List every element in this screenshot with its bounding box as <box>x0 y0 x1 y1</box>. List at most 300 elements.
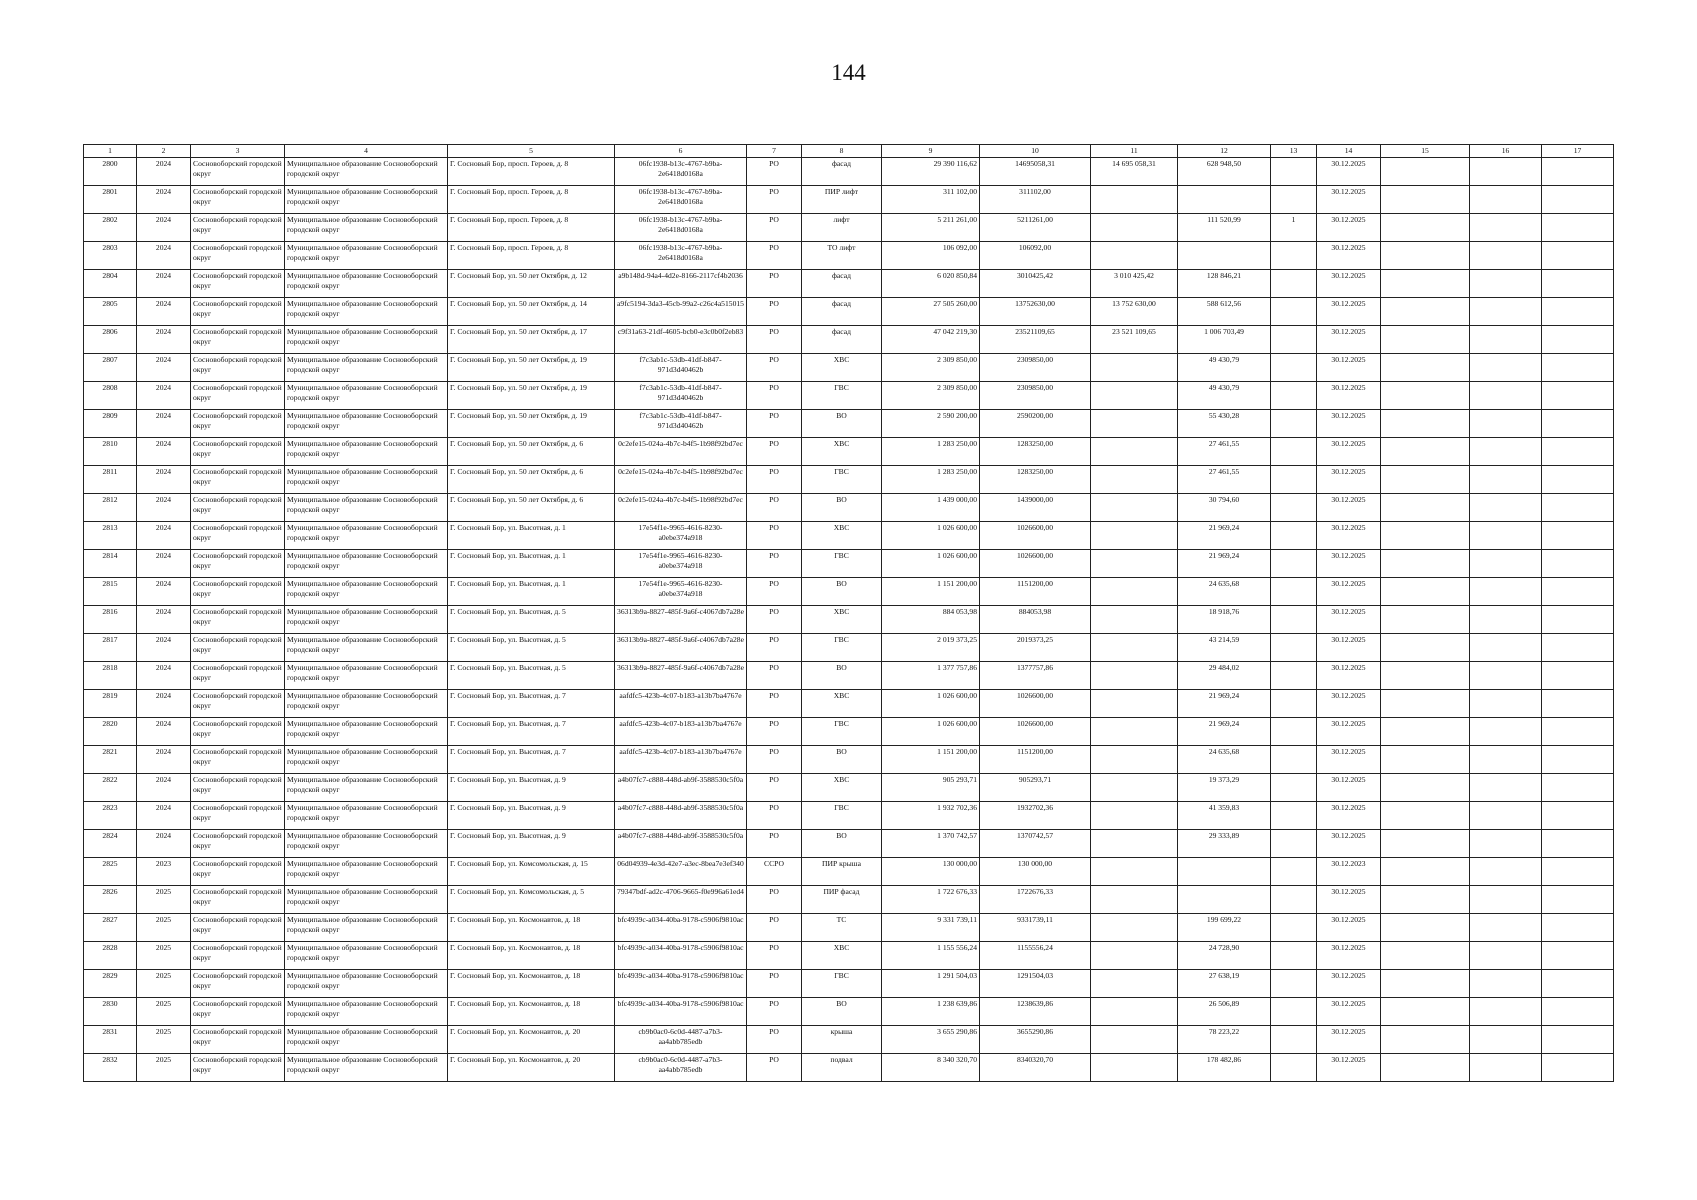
cell-cost-col-10: 1283250,00 <box>980 438 1091 466</box>
cell-col-17 <box>1542 690 1614 718</box>
column-header-5: 5 <box>448 145 615 158</box>
cell-col-13 <box>1271 438 1317 466</box>
cell-work-type: ПИР лифт <box>802 186 882 214</box>
cell-col-13 <box>1271 382 1317 410</box>
cell-district: Сосновоборский городской округ <box>191 914 285 942</box>
cell-cost-col-11 <box>1091 830 1178 858</box>
cell-municipality: Муниципальное образование Сосновоборский городской округ <box>285 354 448 382</box>
table-row <box>84 662 1614 690</box>
cell-year: 2025 <box>137 942 191 970</box>
cell-deadline: 30.12.2025 <box>1317 774 1381 802</box>
cell-total-cost: 1 151 200,00 <box>882 578 980 606</box>
cell-col-13 <box>1271 802 1317 830</box>
cell-col-17 <box>1542 214 1614 242</box>
cell-cost-col-11 <box>1091 214 1178 242</box>
cell-year: 2024 <box>137 354 191 382</box>
cell-cost-col-12 <box>1178 886 1271 914</box>
cell-col-13 <box>1271 522 1317 550</box>
cell-col-16 <box>1470 410 1542 438</box>
cell-total-cost: 905 293,71 <box>882 774 980 802</box>
cell-address: Г. Сосновый Бор, просп. Героев, д. 8 <box>448 214 615 242</box>
cell-house-guid: 06d04939-4e3d-42e7-a3ec-8bea7e3ef340 <box>615 858 747 886</box>
cell-col-13 <box>1271 606 1317 634</box>
cell-total-cost: 1 026 600,00 <box>882 690 980 718</box>
header-row <box>84 145 1614 158</box>
column-header-13: 13 <box>1271 145 1317 158</box>
cell-col-17 <box>1542 886 1614 914</box>
cell-cost-col-11 <box>1091 914 1178 942</box>
cell-col-15 <box>1381 270 1470 298</box>
cell-cost-col-10: 2309850,00 <box>980 382 1091 410</box>
cell-municipality: Муниципальное образование Сосновоборский городской округ <box>285 578 448 606</box>
cell-cost-col-12: 27 461,55 <box>1178 438 1271 466</box>
cell-cost-col-12: 26 506,89 <box>1178 998 1271 1026</box>
cell-program-type: РО <box>747 1026 802 1054</box>
cell-row-number: 2812 <box>84 494 137 522</box>
cell-cost-col-12: 128 846,21 <box>1178 270 1271 298</box>
cell-col-16 <box>1470 242 1542 270</box>
cell-total-cost: 1 439 000,00 <box>882 494 980 522</box>
cell-row-number: 2803 <box>84 242 137 270</box>
cell-col-16 <box>1470 886 1542 914</box>
column-header-3: 3 <box>191 145 285 158</box>
cell-col-13 <box>1271 718 1317 746</box>
table-row <box>84 802 1614 830</box>
cell-year: 2024 <box>137 690 191 718</box>
cell-cost-col-11 <box>1091 746 1178 774</box>
cell-cost-col-10: 1155556,24 <box>980 942 1091 970</box>
cell-col-15 <box>1381 970 1470 998</box>
cell-col-16 <box>1470 578 1542 606</box>
cell-year: 2025 <box>137 970 191 998</box>
cell-cost-col-11 <box>1091 634 1178 662</box>
cell-address: Г. Сосновый Бор, ул. Высотная, д. 9 <box>448 774 615 802</box>
cell-row-number: 2828 <box>84 942 137 970</box>
cell-work-type: фасад <box>802 326 882 354</box>
cell-row-number: 2801 <box>84 186 137 214</box>
cell-row-number: 2832 <box>84 1054 137 1082</box>
table-row <box>84 1026 1614 1054</box>
cell-total-cost: 1 283 250,00 <box>882 438 980 466</box>
cell-col-13 <box>1271 270 1317 298</box>
cell-work-type: ПИР крыша <box>802 858 882 886</box>
cell-row-number: 2810 <box>84 438 137 466</box>
cell-col-16 <box>1470 662 1542 690</box>
cell-district: Сосновоборский городской округ <box>191 1054 285 1082</box>
cell-deadline: 30.12.2025 <box>1317 382 1381 410</box>
cell-col-17 <box>1542 354 1614 382</box>
cell-address: Г. Сосновый Бор, просп. Героев, д. 8 <box>448 158 615 186</box>
table-row <box>84 886 1614 914</box>
table-row <box>84 438 1614 466</box>
cell-municipality: Муниципальное образование Сосновоборский городской округ <box>285 886 448 914</box>
table-row <box>84 550 1614 578</box>
cell-col-15 <box>1381 998 1470 1026</box>
cell-year: 2024 <box>137 214 191 242</box>
cell-total-cost: 2 309 850,00 <box>882 382 980 410</box>
cell-cost-col-11 <box>1091 858 1178 886</box>
cell-row-number: 2802 <box>84 214 137 242</box>
cell-cost-col-12: 1 006 703,49 <box>1178 326 1271 354</box>
cell-total-cost: 884 053,98 <box>882 606 980 634</box>
cell-work-type: ХВС <box>802 354 882 382</box>
cell-cost-col-10: 1026600,00 <box>980 550 1091 578</box>
cell-col-15 <box>1381 886 1470 914</box>
cell-municipality: Муниципальное образование Сосновоборский городской округ <box>285 298 448 326</box>
cell-row-number: 2817 <box>84 634 137 662</box>
cell-municipality: Муниципальное образование Сосновоборский городской округ <box>285 466 448 494</box>
cell-cost-col-11 <box>1091 1026 1178 1054</box>
cell-total-cost: 1 722 676,33 <box>882 886 980 914</box>
cell-municipality: Муниципальное образование Сосновоборский городской округ <box>285 774 448 802</box>
cell-house-guid: f7c3ab1c-53db-41df-b847-971d3d40462b <box>615 410 747 438</box>
cell-cost-col-10: 1291504,03 <box>980 970 1091 998</box>
table-row <box>84 1054 1614 1082</box>
cell-house-guid: bfc4939c-a034-40ba-9178-c5906f9810ac <box>615 914 747 942</box>
cell-deadline: 30.12.2025 <box>1317 354 1381 382</box>
cell-municipality: Муниципальное образование Сосновоборский городской округ <box>285 830 448 858</box>
cell-deadline: 30.12.2025 <box>1317 186 1381 214</box>
cell-district: Сосновоборский городской округ <box>191 410 285 438</box>
cell-deadline: 30.12.2025 <box>1317 830 1381 858</box>
cell-col-17 <box>1542 158 1614 186</box>
cell-address: Г. Сосновый Бор, ул. Высотная, д. 9 <box>448 802 615 830</box>
table-row <box>84 774 1614 802</box>
cell-year: 2024 <box>137 718 191 746</box>
cell-district: Сосновоборский городской округ <box>191 746 285 774</box>
column-header-6: 6 <box>615 145 747 158</box>
cell-house-guid: 0c2efe15-024a-4b7c-b4f5-1b98f92bd7ec <box>615 494 747 522</box>
table-row <box>84 858 1614 886</box>
cell-cost-col-10: 1932702,36 <box>980 802 1091 830</box>
cell-house-guid: 06fc1938-b13c-4767-b9ba-2e6418d0168a <box>615 158 747 186</box>
cell-work-type: фасад <box>802 298 882 326</box>
cell-row-number: 2800 <box>84 158 137 186</box>
cell-total-cost: 8 340 320,70 <box>882 1054 980 1082</box>
cell-row-number: 2814 <box>84 550 137 578</box>
cell-col-17 <box>1542 522 1614 550</box>
cell-cost-col-10: 2590200,00 <box>980 410 1091 438</box>
cell-col-17 <box>1542 662 1614 690</box>
cell-work-type: лифт <box>802 214 882 242</box>
cell-cost-col-10: 1151200,00 <box>980 578 1091 606</box>
cell-cost-col-11 <box>1091 186 1178 214</box>
cell-cost-col-10: 905293,71 <box>980 774 1091 802</box>
cell-municipality: Муниципальное образование Сосновоборский городской округ <box>285 606 448 634</box>
cell-col-16 <box>1470 858 1542 886</box>
cell-cost-col-10: 311102,00 <box>980 186 1091 214</box>
cell-address: Г. Сосновый Бор, ул. 50 лет Октября, д. 14 <box>448 298 615 326</box>
cell-address: Г. Сосновый Бор, ул. Высотная, д. 1 <box>448 550 615 578</box>
column-header-8: 8 <box>802 145 882 158</box>
cell-cost-col-12: 628 948,50 <box>1178 158 1271 186</box>
cell-total-cost: 5 211 261,00 <box>882 214 980 242</box>
column-header-17: 17 <box>1542 145 1614 158</box>
cell-col-13 <box>1271 830 1317 858</box>
table-row <box>84 970 1614 998</box>
cell-district: Сосновоборский городской округ <box>191 1026 285 1054</box>
cell-col-17 <box>1542 1054 1614 1082</box>
cell-district: Сосновоборский городской округ <box>191 158 285 186</box>
cell-cost-col-10: 3010425,42 <box>980 270 1091 298</box>
cell-house-guid: 06fc1938-b13c-4767-b9ba-2e6418d0168a <box>615 214 747 242</box>
cell-deadline: 30.12.2025 <box>1317 1054 1381 1082</box>
cell-row-number: 2830 <box>84 998 137 1026</box>
cell-address: Г. Сосновый Бор, ул. Космонавтов, д. 18 <box>448 998 615 1026</box>
column-header-11: 11 <box>1091 145 1178 158</box>
cell-deadline: 30.12.2025 <box>1317 270 1381 298</box>
cell-municipality: Муниципальное образование Сосновоборский городской округ <box>285 522 448 550</box>
cell-municipality: Муниципальное образование Сосновоборский городской округ <box>285 1054 448 1082</box>
cell-house-guid: a4b07fc7-c888-448d-ab9f-3588530c5f0a <box>615 802 747 830</box>
cell-cost-col-11: 13 752 630,00 <box>1091 298 1178 326</box>
cell-house-guid: c9f31a63-21df-4605-bcb0-e3c0b0f2eb83 <box>615 326 747 354</box>
cell-cost-col-11 <box>1091 886 1178 914</box>
cell-col-13 <box>1271 410 1317 438</box>
cell-house-guid: cb9b0ac0-6c0d-4487-a7b3-aa4abb785edb <box>615 1054 747 1082</box>
cell-col-13 <box>1271 186 1317 214</box>
cell-work-type: ГВС <box>802 802 882 830</box>
cell-row-number: 2818 <box>84 662 137 690</box>
cell-row-number: 2811 <box>84 466 137 494</box>
cell-program-type: РО <box>747 438 802 466</box>
cell-cost-col-12: 78 223,22 <box>1178 1026 1271 1054</box>
cell-total-cost: 1 283 250,00 <box>882 466 980 494</box>
cell-total-cost: 29 390 116,62 <box>882 158 980 186</box>
cell-cost-col-12: 41 359,83 <box>1178 802 1271 830</box>
cell-house-guid: 06fc1938-b13c-4767-b9ba-2e6418d0168a <box>615 186 747 214</box>
cell-program-type: РО <box>747 942 802 970</box>
cell-program-type: РО <box>747 886 802 914</box>
cell-col-17 <box>1542 242 1614 270</box>
cell-year: 2024 <box>137 550 191 578</box>
table-row <box>84 410 1614 438</box>
cell-program-type: ССРО <box>747 858 802 886</box>
cell-district: Сосновоборский городской округ <box>191 578 285 606</box>
cell-col-15 <box>1381 690 1470 718</box>
cell-col-16 <box>1470 326 1542 354</box>
cell-cost-col-10: 8340320,70 <box>980 1054 1091 1082</box>
cell-program-type: РО <box>747 774 802 802</box>
cell-deadline: 30.12.2025 <box>1317 970 1381 998</box>
cell-row-number: 2831 <box>84 1026 137 1054</box>
cell-district: Сосновоборский городской округ <box>191 830 285 858</box>
column-header-2: 2 <box>137 145 191 158</box>
cell-house-guid: cb9b0ac0-6c0d-4487-a7b3-aa4abb785edb <box>615 1026 747 1054</box>
cell-municipality: Муниципальное образование Сосновоборский городской округ <box>285 802 448 830</box>
cell-year: 2025 <box>137 1054 191 1082</box>
cell-municipality: Муниципальное образование Сосновоборский городской округ <box>285 242 448 270</box>
cell-cost-col-12: 18 918,76 <box>1178 606 1271 634</box>
cell-year: 2024 <box>137 774 191 802</box>
cell-program-type: РО <box>747 578 802 606</box>
cell-cost-col-12: 55 430,28 <box>1178 410 1271 438</box>
cell-district: Сосновоборский городской округ <box>191 466 285 494</box>
cell-col-13 <box>1271 242 1317 270</box>
cell-year: 2024 <box>137 802 191 830</box>
cell-cost-col-10: 130 000,00 <box>980 858 1091 886</box>
register-table <box>83 144 1614 1082</box>
cell-district: Сосновоборский городской округ <box>191 690 285 718</box>
column-header-4: 4 <box>285 145 448 158</box>
cell-municipality: Муниципальное образование Сосновоборский городской округ <box>285 158 448 186</box>
cell-col-16 <box>1470 690 1542 718</box>
cell-program-type: РО <box>747 718 802 746</box>
cell-col-15 <box>1381 662 1470 690</box>
cell-cost-col-12 <box>1178 242 1271 270</box>
table-row <box>84 606 1614 634</box>
cell-col-15 <box>1381 298 1470 326</box>
cell-cost-col-11 <box>1091 690 1178 718</box>
cell-col-17 <box>1542 914 1614 942</box>
cell-municipality: Муниципальное образование Сосновоборский городской округ <box>285 270 448 298</box>
cell-house-guid: bfc4939c-a034-40ba-9178-c5906f9810ac <box>615 970 747 998</box>
cell-total-cost: 9 331 739,11 <box>882 914 980 942</box>
cell-house-guid: 06fc1938-b13c-4767-b9ba-2e6418d0168a <box>615 242 747 270</box>
table-row <box>84 942 1614 970</box>
cell-program-type: РО <box>747 634 802 662</box>
cell-cost-col-10: 1377757,86 <box>980 662 1091 690</box>
cell-col-13 <box>1271 298 1317 326</box>
cell-work-type: ВО <box>802 998 882 1026</box>
cell-cost-col-11: 23 521 109,65 <box>1091 326 1178 354</box>
table-row <box>84 914 1614 942</box>
cell-program-type: РО <box>747 970 802 998</box>
cell-work-type: ВО <box>802 578 882 606</box>
cell-deadline: 30.12.2025 <box>1317 914 1381 942</box>
cell-col-17 <box>1542 494 1614 522</box>
cell-cost-col-11 <box>1091 466 1178 494</box>
cell-col-13 <box>1271 634 1317 662</box>
cell-col-15 <box>1381 158 1470 186</box>
column-header-16: 16 <box>1470 145 1542 158</box>
cell-col-16 <box>1470 1054 1542 1082</box>
cell-row-number: 2809 <box>84 410 137 438</box>
cell-work-type: ГВС <box>802 634 882 662</box>
cell-cost-col-11 <box>1091 522 1178 550</box>
cell-program-type: РО <box>747 606 802 634</box>
cell-cost-col-12 <box>1178 186 1271 214</box>
cell-house-guid: aafdfc5-423b-4c07-b183-a13b7ba4767e <box>615 746 747 774</box>
cell-cost-col-11: 3 010 425,42 <box>1091 270 1178 298</box>
cell-house-guid: aafdfc5-423b-4c07-b183-a13b7ba4767e <box>615 718 747 746</box>
cell-col-15 <box>1381 550 1470 578</box>
cell-program-type: РО <box>747 354 802 382</box>
cell-program-type: РО <box>747 270 802 298</box>
cell-col-16 <box>1470 998 1542 1026</box>
cell-district: Сосновоборский городской округ <box>191 662 285 690</box>
cell-year: 2024 <box>137 438 191 466</box>
cell-year: 2024 <box>137 158 191 186</box>
cell-row-number: 2821 <box>84 746 137 774</box>
cell-work-type: ГВС <box>802 382 882 410</box>
cell-year: 2024 <box>137 606 191 634</box>
table-row <box>84 830 1614 858</box>
cell-row-number: 2805 <box>84 298 137 326</box>
cell-district: Сосновоборский городской округ <box>191 774 285 802</box>
cell-col-15 <box>1381 410 1470 438</box>
cell-work-type: ТС <box>802 914 882 942</box>
cell-row-number: 2824 <box>84 830 137 858</box>
cell-house-guid: a9fc5194-3da3-45cb-99a2-c26c4a515015 <box>615 298 747 326</box>
cell-col-17 <box>1542 774 1614 802</box>
cell-deadline: 30.12.2025 <box>1317 550 1381 578</box>
cell-address: Г. Сосновый Бор, ул. Комсомольская, д. 15 <box>448 858 615 886</box>
table-row <box>84 578 1614 606</box>
cell-total-cost: 3 655 290,86 <box>882 1026 980 1054</box>
cell-house-guid: aafdfc5-423b-4c07-b183-a13b7ba4767e <box>615 690 747 718</box>
cell-municipality: Муниципальное образование Сосновоборский городской округ <box>285 550 448 578</box>
column-header-1: 1 <box>84 145 137 158</box>
cell-row-number: 2819 <box>84 690 137 718</box>
cell-total-cost: 106 092,00 <box>882 242 980 270</box>
cell-total-cost: 1 026 600,00 <box>882 718 980 746</box>
cell-cost-col-12: 49 430,79 <box>1178 382 1271 410</box>
cell-total-cost: 47 042 219,30 <box>882 326 980 354</box>
cell-work-type: фасад <box>802 270 882 298</box>
cell-col-16 <box>1470 970 1542 998</box>
cell-col-15 <box>1381 718 1470 746</box>
cell-total-cost: 130 000,00 <box>882 858 980 886</box>
cell-year: 2024 <box>137 830 191 858</box>
cell-deadline: 30.12.2025 <box>1317 466 1381 494</box>
cell-deadline: 30.12.2025 <box>1317 886 1381 914</box>
cell-year: 2024 <box>137 270 191 298</box>
cell-house-guid: 17e54f1e-9965-4616-8230-a0ebe374a918 <box>615 550 747 578</box>
cell-cost-col-10: 1722676,33 <box>980 886 1091 914</box>
cell-program-type: РО <box>747 214 802 242</box>
cell-deadline: 30.12.2025 <box>1317 242 1381 270</box>
cell-cost-col-11 <box>1091 242 1178 270</box>
cell-cost-col-10: 1439000,00 <box>980 494 1091 522</box>
cell-district: Сосновоборский городской округ <box>191 942 285 970</box>
cell-work-type: ПИР фасад <box>802 886 882 914</box>
cell-address: Г. Сосновый Бор, ул. Высотная, д. 9 <box>448 830 615 858</box>
cell-district: Сосновоборский городской округ <box>191 970 285 998</box>
cell-total-cost: 1 026 600,00 <box>882 550 980 578</box>
cell-col-16 <box>1470 438 1542 466</box>
cell-deadline: 30.12.2025 <box>1317 998 1381 1026</box>
cell-col-15 <box>1381 578 1470 606</box>
cell-cost-col-11 <box>1091 550 1178 578</box>
cell-row-number: 2826 <box>84 886 137 914</box>
cell-district: Сосновоборский городской округ <box>191 802 285 830</box>
cell-total-cost: 1 151 200,00 <box>882 746 980 774</box>
cell-deadline: 30.12.2025 <box>1317 718 1381 746</box>
cell-municipality: Муниципальное образование Сосновоборский городской округ <box>285 718 448 746</box>
cell-municipality: Муниципальное образование Сосновоборский городской округ <box>285 214 448 242</box>
cell-total-cost: 27 505 260,00 <box>882 298 980 326</box>
cell-cost-col-12: 24 728,90 <box>1178 942 1271 970</box>
table-row <box>84 354 1614 382</box>
cell-district: Сосновоборский городской округ <box>191 382 285 410</box>
cell-work-type: ВО <box>802 746 882 774</box>
cell-program-type: РО <box>747 802 802 830</box>
cell-address: Г. Сосновый Бор, ул. Высотная, д. 7 <box>448 746 615 774</box>
cell-year: 2025 <box>137 886 191 914</box>
cell-deadline: 30.12.2025 <box>1317 326 1381 354</box>
cell-house-guid: bfc4939c-a034-40ba-9178-c5906f9810ac <box>615 942 747 970</box>
cell-cost-col-12: 29 333,89 <box>1178 830 1271 858</box>
cell-col-16 <box>1470 802 1542 830</box>
cell-work-type: ХВС <box>802 606 882 634</box>
cell-cost-col-11 <box>1091 578 1178 606</box>
cell-row-number: 2807 <box>84 354 137 382</box>
cell-work-type: ХВС <box>802 438 882 466</box>
cell-house-guid: 36313b9a-8827-485f-9a6f-c4067db7a28e <box>615 634 747 662</box>
cell-municipality: Муниципальное образование Сосновоборский городской округ <box>285 690 448 718</box>
cell-cost-col-12: 111 520,99 <box>1178 214 1271 242</box>
